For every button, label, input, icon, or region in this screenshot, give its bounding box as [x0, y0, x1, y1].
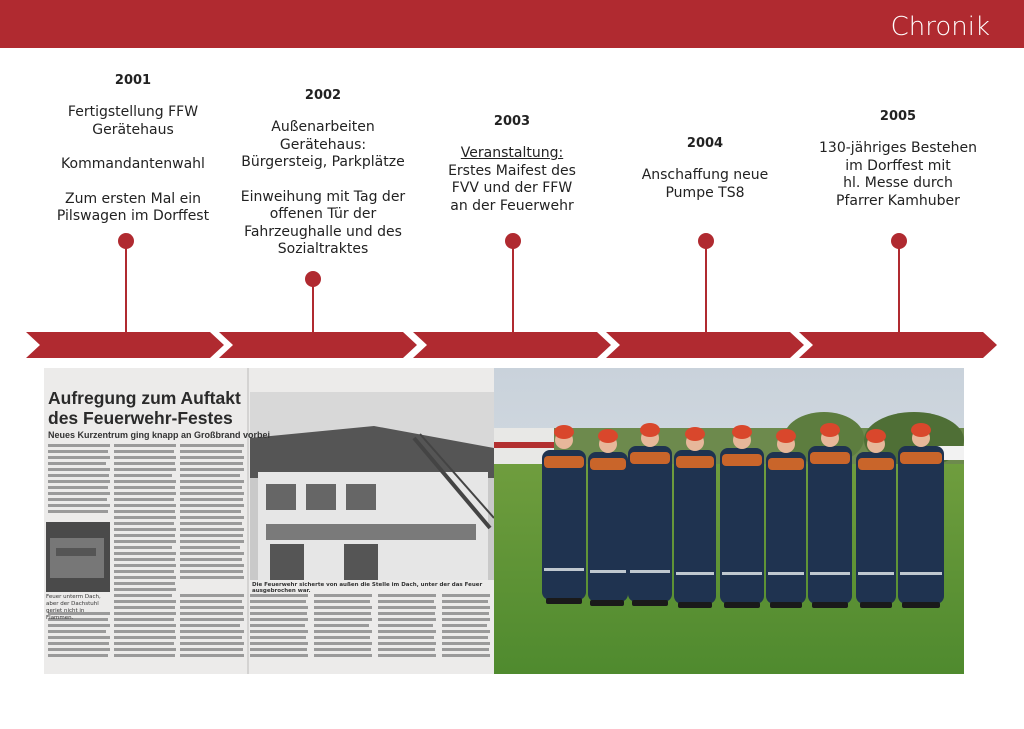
timeline-dot — [118, 233, 134, 249]
event-year: 2002 — [304, 88, 342, 103]
event-line: hl. Messe durch — [843, 175, 953, 191]
event-line: FVV und der FFW — [451, 180, 573, 196]
page-title: Chronik — [890, 12, 990, 42]
newspaper-subheadline: Neues Kurzentrum ging knapp an Großbrand vorbei — [48, 430, 271, 440]
event-line: Fertigstellung FFW — [67, 104, 199, 120]
newspaper-small-caption: Feuer unterm Dach, aber der Dachstuhl geriet nicht in Flammen. — [46, 594, 101, 621]
event-line: Gerätehaus — [92, 121, 174, 138]
event-line: Bürgersteig, Parkplätze — [241, 154, 405, 170]
event-year: 2005 — [879, 109, 917, 124]
timeline-arrow-segment — [799, 332, 997, 358]
header-bar — [0, 0, 1024, 48]
event-line: Anschaffung neue — [641, 167, 769, 183]
timeline-dot — [891, 233, 907, 249]
event-year: 2001 — [114, 73, 152, 88]
event-year: 2004 — [686, 136, 724, 151]
timeline-pin — [898, 241, 900, 333]
timeline-event-2003 — [432, 114, 592, 215]
timeline-arrow-segment — [219, 332, 417, 358]
event-line: Sozialtraktes — [277, 241, 369, 257]
event-line: Pfarrer Kamhuber — [836, 192, 960, 209]
photo-collage — [44, 368, 964, 674]
event-year: 2003 — [493, 114, 531, 129]
timeline-event-2004 — [625, 136, 785, 202]
event-line: Kommandantenwahl — [61, 156, 205, 172]
timeline-pin — [512, 241, 514, 333]
event-line: Einweihung mit Tag der — [240, 188, 406, 205]
newspaper-clipping — [44, 368, 494, 674]
event-line: 130-jähriges Bestehen — [819, 140, 977, 156]
event-line: offenen Tür der — [269, 206, 377, 222]
timeline-arrow-segment — [26, 332, 224, 358]
timeline-dot — [698, 233, 714, 249]
timeline-arrow-band — [0, 330, 1024, 360]
team-photo-image — [494, 368, 964, 674]
timeline-event-2005 — [808, 109, 988, 210]
timeline-dot — [505, 233, 521, 249]
event-line: an der Feuerwehr — [450, 197, 574, 214]
timeline-pin — [312, 279, 314, 333]
timeline-event-2002 — [228, 88, 418, 259]
timeline-event-2001 — [46, 73, 220, 226]
newspaper-photo-caption: Die Feuerwehr sicherte von außen die Stelle im Dach, unter der das Feuer ausgebrochen war. — [252, 582, 483, 594]
firefighter-team-photo — [494, 368, 964, 674]
timeline-pin — [705, 241, 707, 333]
event-line-underlined: Veranstaltung: — [460, 145, 564, 161]
event-line: Zum ersten Mal ein — [64, 190, 201, 207]
event-line: Erstes Maifest des — [448, 162, 576, 179]
timeline-dot — [305, 271, 321, 287]
event-line: Gerätehaus: — [279, 136, 367, 153]
event-line: im Dorffest mit — [845, 157, 951, 174]
event-line: Fahrzeughalle und des — [244, 223, 402, 240]
event-line: Pilswagen im Dorffest — [56, 208, 210, 224]
timeline-pin — [125, 241, 127, 333]
event-line: Außenarbeiten — [271, 119, 375, 135]
timeline-arrow-segment — [606, 332, 804, 358]
event-line: Pumpe TS8 — [665, 184, 745, 201]
newspaper-headline: Aufregung zum Auftakt des Feuerwehr-Festes — [48, 388, 241, 428]
timeline-arrow-segment — [413, 332, 611, 358]
